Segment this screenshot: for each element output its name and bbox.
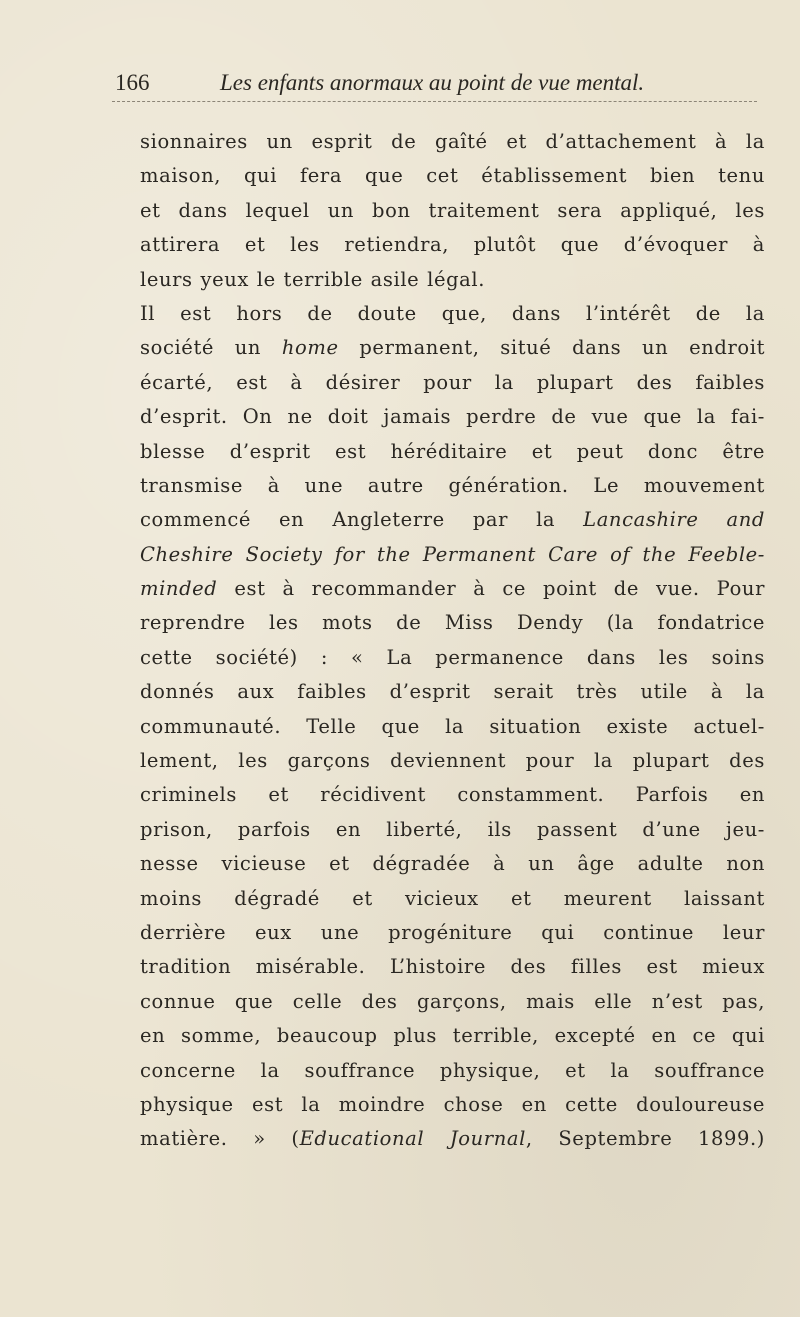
running-title: Les enfants anormaux au point de vue mental. [220,70,645,95]
text-line: société un home permanent, situé dans un endroit [140,336,766,360]
text-line: matière. » (Educational Journal, Septembre 1899.) [140,1127,765,1151]
text-line: Il est hors de doute que, dans l’intérêt de la [140,301,765,325]
text-line: derrière eux une progéniture qui continue leur [140,920,765,944]
text-line: moins dégradé et vicieux et meurent laissant [140,886,765,910]
text-line: et dans lequel un bon traitement sera appliqué, les [140,198,765,222]
text-line: connue que celle des garçons, mais elle n’est pas, [140,989,765,1013]
text-line: blesse d’esprit est héréditaire et peut donc être [140,439,765,463]
text-line: écarté, est à désirer pour la plupart des faibles [140,370,765,394]
text-line: physique est la moindre chose en cette douloureuse [140,1092,765,1116]
text-line: lement, les garçons deviennent pour la plupart des [140,749,765,773]
text-line: leurs yeux le terrible asile légal. [140,267,486,291]
body-text [140,125,765,1157]
text-line: transmise à une autre génération. Le mouvement [140,473,765,497]
text-line: donnés aux faibles d’esprit serait très utile à la [140,680,765,704]
text-line: sionnaires un esprit de gaîté et d’attachement à la [140,130,765,153]
society-name-part1: Lancashire and [583,508,765,532]
italic-term-home: home [281,336,339,360]
text-line: minded est à recommander à ce point de vue. Pour [140,577,765,601]
text-line: d’esprit. On ne doit jamais perdre de vue que la fai- [140,405,765,429]
text-line: nesse vicieuse et dégradée à un âge adulte non [140,852,765,876]
text-line: communauté. Telle que la situation existe actuel- [140,714,765,738]
text-line: prison, parfois en liberté, ils passent d’une jeu- [140,817,765,841]
running-head [115,68,685,98]
text-line: tradition misérable. L’histoire des filles est mieux [140,955,765,979]
text-line: commencé en Angleterre par la Lancashire and [140,508,765,532]
society-name-part3: minded [140,577,218,601]
text-line: attirera et les retiendra, plutôt que d’évoquer à [140,233,765,257]
journal-title: Educational Journal [299,1127,526,1151]
text-line: reprendre les mots de Miss Dendy (la fondatrice [140,611,765,635]
text-line: criminels et récidivent constamment. Parfois en [140,783,765,807]
header-rule [112,101,757,102]
text-line: cette société) : « La permanence dans les soins [140,645,765,669]
text-line: concerne la souffrance physique, et la souffrance [140,1058,765,1082]
page-number: 166 [115,70,150,95]
text-line: en somme, beaucoup plus terrible, excepté en ce qui [140,1024,765,1048]
text-line [140,538,765,572]
text-line: maison, qui fera que cet établissement bien tenu [140,164,765,188]
society-name-part2: Cheshire Society for the Permanent Care of the Feeble- [140,542,765,566]
